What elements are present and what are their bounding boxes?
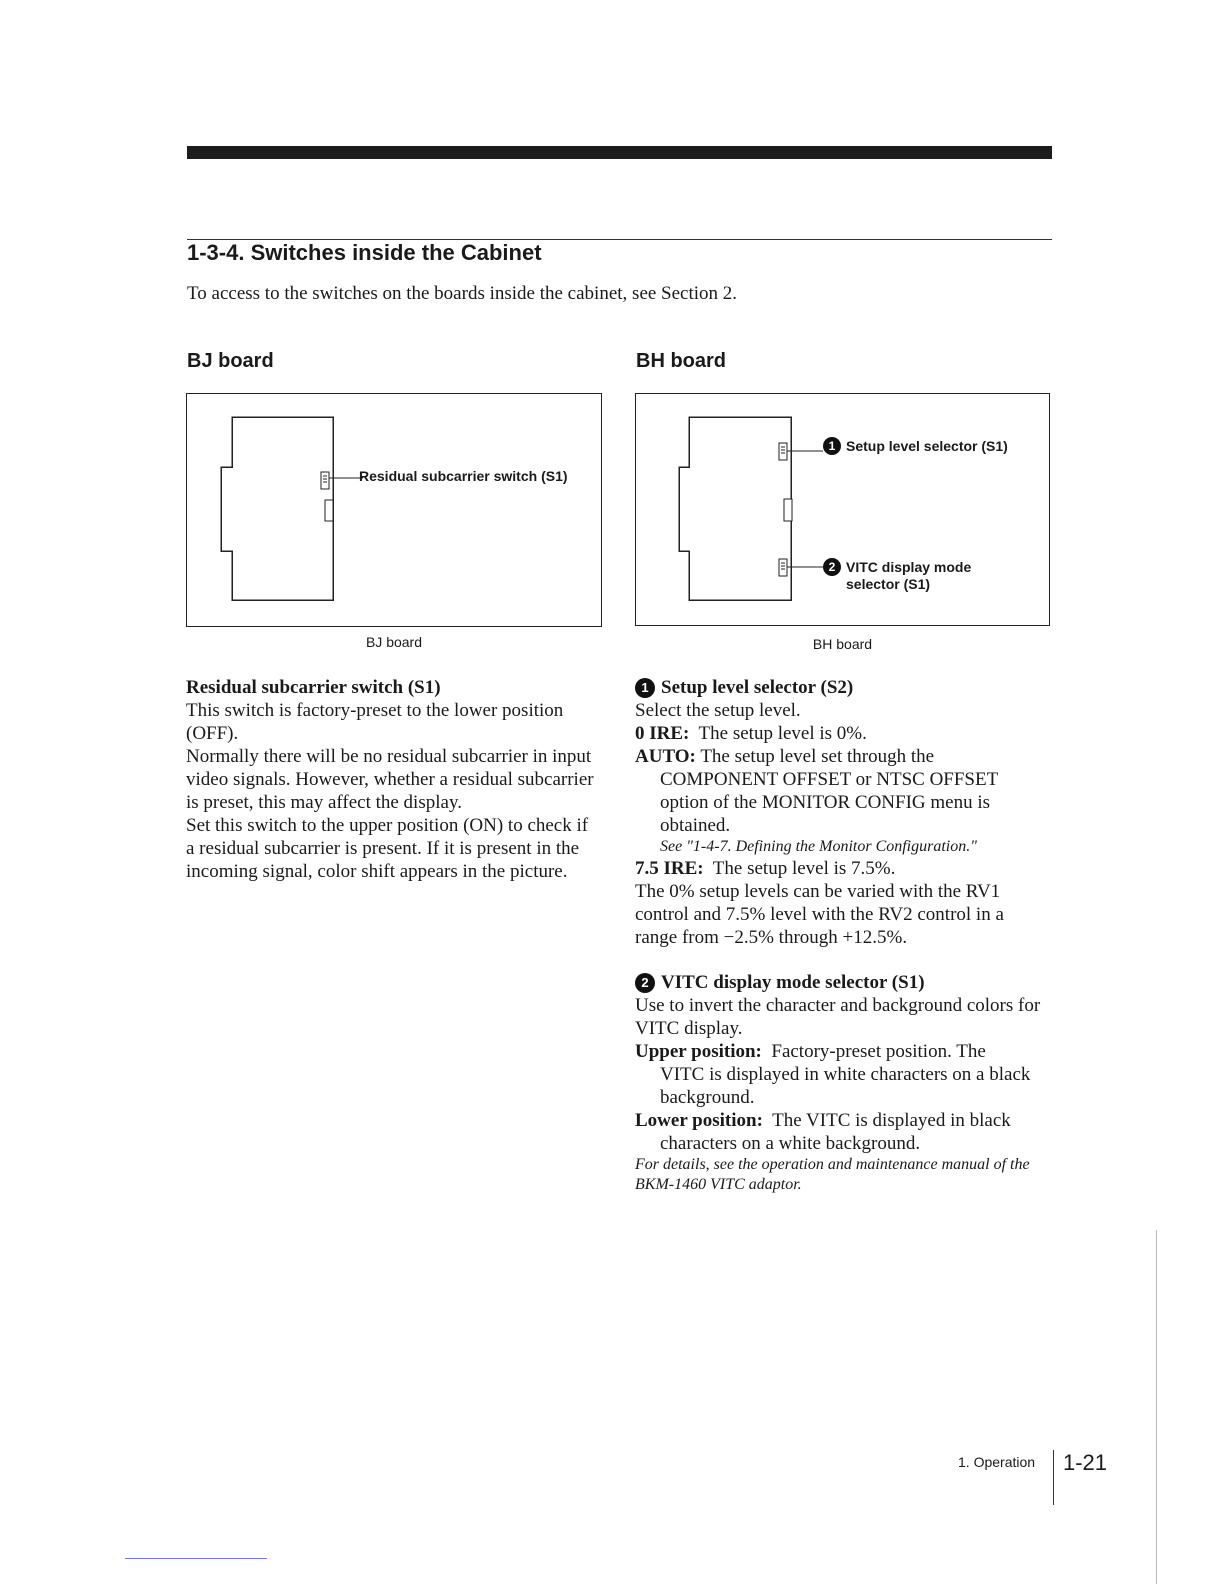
bh-callout-2	[823, 558, 971, 593]
number-2-icon: 2	[635, 973, 655, 993]
vitc-title	[635, 971, 1047, 994]
scan-bottom-mark	[125, 1558, 267, 1559]
setup-reference: See "1-4-7. Defining the Monitor Configuration."	[660, 838, 977, 855]
vitc-title-text: VITC display mode selector (S1)	[661, 972, 925, 993]
setup-item-auto-label: AUTO:	[635, 746, 696, 767]
section-intro: To access to the switches on the boards inside the cabinet, see Section 2.	[187, 283, 738, 304]
vitc-item-lower-label: Lower position:	[635, 1110, 763, 1131]
bj-desc-paragraph: This switch is factory-preset to the lower position (OFF).	[186, 700, 564, 744]
bh-board-heading: BH board	[636, 350, 726, 372]
number-2-icon: 2	[823, 558, 841, 576]
header-bar	[187, 146, 1052, 159]
page-number: 1-21	[1063, 1450, 1108, 1475]
bj-description	[186, 676, 596, 883]
vitc-item-lower	[635, 1109, 1047, 1132]
setup-level-intro: Select the setup level.	[635, 700, 801, 721]
vitc-section	[635, 971, 1047, 1195]
setup-item-75ire-text: The setup level is 7.5%.	[712, 858, 896, 879]
bj-board-figure	[186, 393, 602, 627]
setup-item-0ire-label: 0 IRE:	[635, 723, 690, 744]
setup-item-0ire-text: The setup level is 0%.	[698, 723, 867, 744]
vitc-item-upper	[635, 1040, 1047, 1063]
footer-divider	[1053, 1450, 1054, 1505]
bj-board-diagram	[187, 394, 601, 626]
bj-desc-paragraph: Set this switch to the upper position (ON) to check if a residual subcarrier is present. If it is present in the incoming signal, color shift appears in the picture.	[186, 815, 589, 882]
bj-figure-caption: BJ board	[365, 634, 423, 650]
setup-level-section	[635, 676, 1045, 949]
vitc-item-lower-text: The VITC is displayed in black	[772, 1110, 1011, 1131]
bh-figure-caption: BH board	[812, 636, 873, 652]
bh-callout-2-line1: VITC display mode	[846, 559, 972, 575]
setup-item-auto-cont: COMPONENT OFFSET or NTSC OFFSET option of the MONITOR CONFIG menu is obtained.	[660, 769, 998, 836]
bj-switch-s1	[321, 472, 329, 489]
setup-item-auto-text: The setup level set through the	[700, 746, 935, 767]
setup-item-auto	[635, 745, 1045, 768]
vitc-item-upper-label: Upper position:	[635, 1041, 762, 1062]
setup-item-0ire	[635, 722, 1045, 745]
bh-callout-1	[823, 437, 1008, 455]
setup-item-75ire-label: 7.5 IRE:	[635, 858, 704, 879]
setup-item-75ire	[635, 857, 1045, 880]
bj-desc-title: Residual subcarrier switch (S1)	[186, 677, 441, 698]
vitc-item-lower-cont: characters on a white background.	[660, 1133, 921, 1154]
vitc-reference: For details, see the operation and maintenance manual of the BKM-1460 VITC adaptor.	[635, 1156, 1030, 1193]
scan-edge-line	[1156, 1230, 1157, 1584]
number-1-icon: 1	[635, 678, 655, 698]
vitc-item-upper-cont: VITC is displayed in white characters on a black background.	[660, 1064, 1031, 1108]
vitc-intro: Use to invert the character and background colors for VITC display.	[635, 995, 1041, 1039]
setup-level-title-text: Setup level selector (S2)	[661, 677, 854, 698]
footer-chapter: 1. Operation	[958, 1454, 1036, 1470]
bh-callout-2-line2: selector (S1)	[846, 576, 931, 592]
setup-note: The 0% setup levels can be varied with the RV1 control and 7.5% level with the RV2 control in a range from −2.5% through +12.5%.	[635, 881, 1004, 948]
setup-level-title	[635, 676, 1045, 699]
bj-desc-paragraph: Normally there will be no residual subcarrier in input video signals. However, whether a residual subcarrier is preset, this may affect the display.	[186, 746, 594, 813]
bh-callout-1-label: Setup level selector (S1)	[846, 438, 1008, 454]
bh-board-figure	[635, 393, 1050, 626]
vitc-item-upper-text: Factory-preset position. The	[771, 1041, 986, 1062]
bj-board-heading: BJ board	[187, 350, 274, 372]
bj-callout-label: Residual subcarrier switch (S1)	[359, 468, 568, 484]
number-1-icon: 1	[823, 437, 841, 455]
section-title: 1-3-4. Switches inside the Cabinet	[187, 240, 542, 265]
